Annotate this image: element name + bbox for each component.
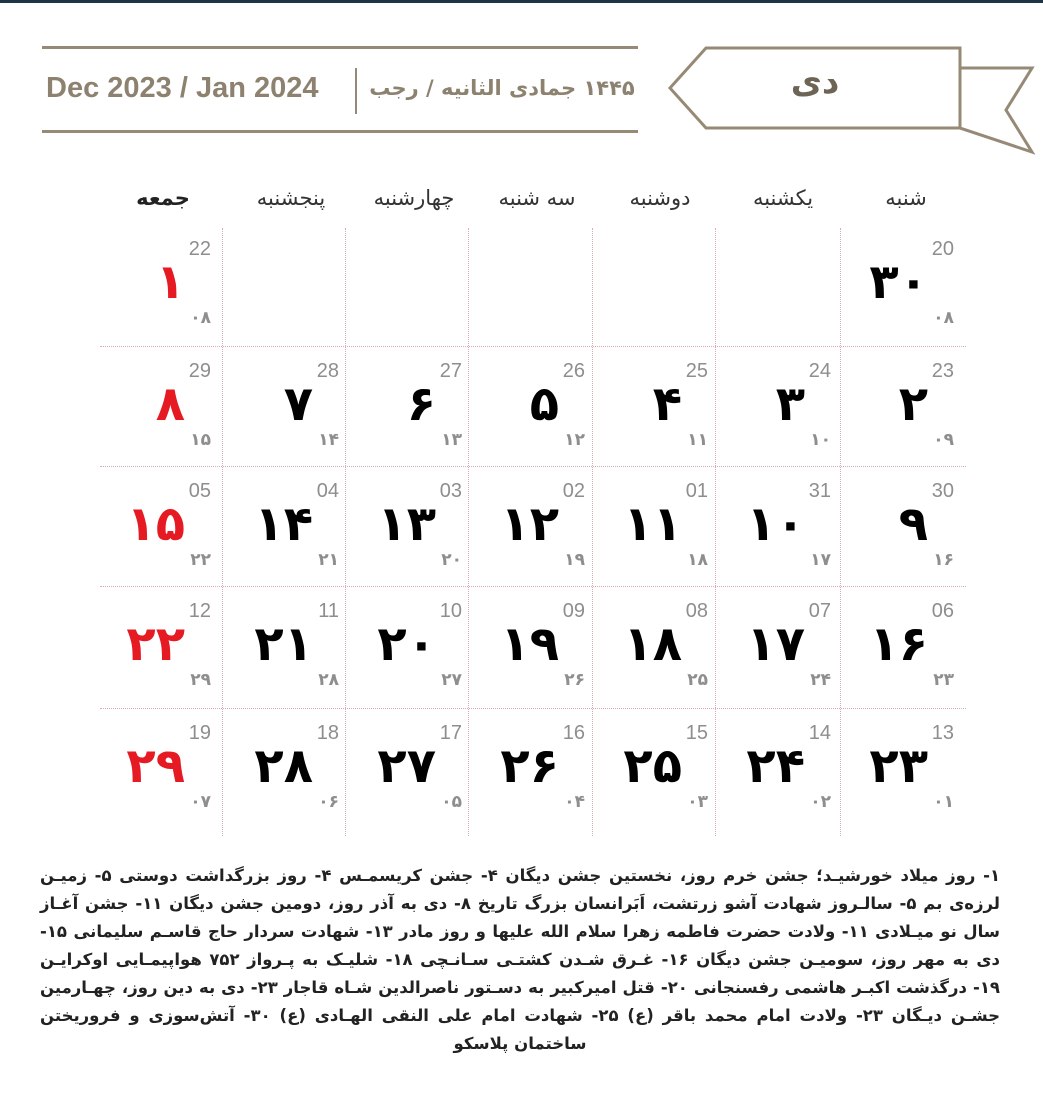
persian-day-number: ۱۷	[746, 616, 805, 672]
persian-day-number: ۲۸	[254, 738, 313, 794]
weekday-label: یکشنبه	[752, 186, 814, 210]
grid-column-divider	[222, 228, 223, 836]
day-cell[interactable]	[848, 470, 962, 582]
gregorian-day: 02	[562, 480, 585, 502]
hijri-day: ۰۲	[810, 792, 831, 812]
day-cell[interactable]	[479, 590, 593, 702]
hijri-day: ۱۰	[810, 430, 831, 450]
day-cell[interactable]	[725, 470, 839, 582]
gregorian-day: 29	[188, 360, 211, 382]
gregorian-day: 20	[931, 238, 954, 260]
gregorian-day: 06	[931, 600, 954, 622]
persian-day-number: ۹	[898, 496, 928, 552]
month-name: دی	[790, 62, 840, 102]
gregorian-day: 22	[188, 238, 211, 260]
gregorian-day: 28	[316, 360, 339, 382]
hijri-day: ۱۴	[318, 430, 339, 450]
persian-day-number: ۲۲	[126, 616, 185, 672]
day-cell[interactable]	[233, 712, 347, 824]
day-cell[interactable]	[848, 712, 962, 824]
persian-day-number: ۱۶	[869, 616, 928, 672]
gregorian-day: 26	[562, 360, 585, 382]
hijri-months: ۱۴۴۵ جمادی الثانیه / رجب	[369, 76, 635, 100]
persian-day-number: ۲۳	[869, 738, 928, 794]
day-cell[interactable]	[356, 470, 470, 582]
persian-day-number: ۲۴	[746, 738, 805, 794]
gregorian-day: 12	[188, 600, 211, 622]
hijri-day: ۰۳	[687, 792, 708, 812]
hijri-day: ۱۱	[687, 430, 708, 450]
persian-day-number: ۲۷	[377, 738, 436, 794]
gregorian-day: 14	[808, 722, 831, 744]
hijri-day: ۱۶	[933, 550, 954, 570]
gregorian-day: 18	[316, 722, 339, 744]
gregorian-day: 03	[439, 480, 462, 502]
grid-row-divider	[100, 586, 966, 587]
header-divider	[355, 68, 357, 114]
gregorian-day: 09	[562, 600, 585, 622]
hijri-day: ۱۹	[564, 550, 585, 570]
grid-row-divider	[100, 708, 966, 709]
gregorian-day: 05	[188, 480, 211, 502]
day-cell[interactable]	[233, 350, 347, 462]
hijri-day: ۲۳	[933, 670, 954, 690]
day-cell[interactable]	[848, 228, 962, 340]
persian-day-number: ۲۵	[623, 738, 682, 794]
gregorian-day: 07	[808, 600, 831, 622]
gregorian-day: 11	[318, 600, 339, 622]
persian-day-number: ۲	[898, 376, 928, 432]
persian-day-number: ۱۰	[746, 496, 805, 552]
persian-day-number: ۵	[529, 376, 559, 432]
day-cell[interactable]	[602, 350, 716, 462]
hijri-day: ۰۱	[933, 792, 954, 812]
hijri-day: ۲۱	[318, 550, 339, 570]
hijri-day: ۱۷	[810, 550, 831, 570]
day-cell[interactable]	[479, 350, 593, 462]
hijri-day: ۰۸	[933, 308, 954, 328]
day-cell[interactable]	[479, 470, 593, 582]
persian-day-number: ۴	[652, 376, 682, 432]
day-cell[interactable]	[233, 470, 347, 582]
gregorian-day: 13	[931, 722, 954, 744]
top-border	[0, 0, 1043, 3]
day-cell[interactable]	[848, 590, 962, 702]
persian-day-number: ۶	[406, 376, 436, 432]
hijri-day: ۱۸	[687, 550, 708, 570]
gregorian-months: Dec 2023 / Jan 2024	[46, 72, 319, 104]
gregorian-day: 04	[316, 480, 339, 502]
persian-day-number: ۱۲	[500, 496, 559, 552]
gregorian-day: 19	[188, 722, 211, 744]
gregorian-day: 25	[685, 360, 708, 382]
day-cell[interactable]	[725, 350, 839, 462]
day-cell[interactable]	[105, 350, 219, 462]
persian-day-number: ۱	[155, 254, 185, 310]
header-top-rule	[42, 46, 638, 49]
weekday-label: جمعه	[136, 186, 190, 210]
gregorian-day: 30	[931, 480, 954, 502]
gregorian-day: 31	[808, 480, 831, 502]
day-cell[interactable]	[105, 712, 219, 824]
hijri-day: ۰۴	[564, 792, 585, 812]
weekday-label: شنبه	[885, 186, 927, 210]
weekday-label: چهارشنبه	[373, 186, 455, 210]
weekday-label: پنجشنبه	[256, 186, 326, 210]
day-cell[interactable]	[233, 590, 347, 702]
hijri-day: ۰۹	[933, 430, 954, 450]
day-cell[interactable]	[479, 712, 593, 824]
day-cell[interactable]	[602, 590, 716, 702]
gregorian-day: 16	[562, 722, 585, 744]
day-cell[interactable]	[602, 470, 716, 582]
occasions-notes: ۱- روز میلاد خورشیـد؛ جشن خرم روز، نخستین جشن دیگان ۴- جشن کریسمـس ۴- روز بزرگداشت دوستی ۵- زمیـن لرزه‌ی بم ۵- سالـروز شهادت آشو زرتشت، اَبَرانسان بزرگ تاریخ ۸- دی به آذر روز، دومین جشن دیگان ۱۱- جشن آغـاز سال نو میـلادی ۱۱- ولادت حضرت فاطمه زهرا سلام الله علیها و روز مادر ۱۳- شهادت سردار حاج قاسـم سلیمانی ۱۵- دی به مهر روز، سومیـن جشن دیگان ۱۶- غـرق شـدن کشتـی سـانـچی ۱۸- شلیـک به پـرواز ۷۵۲ هواپیمـایی اوکرایـن ۱۹- درگذشت اکبـر هاشمی رفسنجانی ۲۰- قتل امیرکبیر به دسـتور ناصرالدین شـاه قاجار ۲۳- دی به دین روز، چهـارمین جشـن دیـگان ۲۳- ولادت امام محمد باقر (ع) ۲۵- شهادت امام علی النقی الهـادی (ع) ۳۰- آتش‌سوزی و فروریختن ساختمان پلاسکو	[40, 866, 1001, 1053]
persian-day-number: ۱۸	[623, 616, 682, 672]
persian-day-number: ۲۱	[254, 616, 313, 672]
persian-day-number: ۱۱	[623, 496, 682, 552]
persian-day-number: ۱۹	[500, 616, 559, 672]
persian-day-number: ۲۹	[126, 738, 185, 794]
day-cell[interactable]	[725, 590, 839, 702]
grid-row-divider	[100, 346, 966, 347]
hijri-day: ۰۶	[318, 792, 339, 812]
hijri-day: ۲۰	[441, 550, 462, 570]
persian-day-number: ۱۳	[377, 496, 436, 552]
persian-day-number: ۲۶	[500, 738, 559, 794]
gregorian-day: 01	[685, 480, 708, 502]
day-cell[interactable]	[105, 590, 219, 702]
day-cell[interactable]	[848, 350, 962, 462]
day-cell[interactable]	[356, 350, 470, 462]
persian-day-number: ۳	[775, 376, 805, 432]
gregorian-day: 23	[931, 360, 954, 382]
persian-day-number: ۱۵	[126, 496, 185, 552]
hijri-day: ۱۳	[441, 430, 462, 450]
hijri-day: ۰۵	[441, 792, 462, 812]
header-bottom-rule	[42, 130, 638, 133]
persian-day-number: ۲۰	[377, 616, 436, 672]
grid-column-divider	[840, 228, 841, 836]
gregorian-day: 24	[808, 360, 831, 382]
persian-day-number: ۱۴	[254, 496, 313, 552]
weekday-label: دوشنبه	[629, 186, 691, 210]
weekday-label: سه شنبه	[498, 186, 576, 210]
hijri-day: ۲۵	[687, 670, 708, 690]
day-cell[interactable]	[105, 470, 219, 582]
persian-day-number: ۳۰	[869, 254, 928, 310]
grid-row-divider	[100, 466, 966, 467]
gregorian-day: 10	[439, 600, 462, 622]
day-cell[interactable]	[602, 712, 716, 824]
gregorian-day: 27	[439, 360, 462, 382]
hijri-day: ۲۸	[318, 670, 339, 690]
hijri-day: ۰۸	[190, 308, 211, 328]
hijri-day: ۲۶	[564, 670, 585, 690]
day-cell[interactable]	[356, 590, 470, 702]
hijri-day: ۲۹	[190, 670, 211, 690]
persian-day-number: ۸	[155, 376, 185, 432]
gregorian-day: 08	[685, 600, 708, 622]
persian-day-number: ۷	[283, 376, 313, 432]
hijri-day: ۲۷	[441, 670, 462, 690]
hijri-day: ۰۷	[190, 792, 211, 812]
day-cell[interactable]	[725, 712, 839, 824]
day-cell[interactable]	[356, 712, 470, 824]
day-cell[interactable]	[105, 228, 219, 340]
hijri-day: ۲۲	[190, 550, 211, 570]
gregorian-day: 15	[685, 722, 708, 744]
hijri-day: ۱۲	[564, 430, 585, 450]
hijri-day: ۱۵	[190, 430, 211, 450]
gregorian-day: 17	[439, 722, 462, 744]
hijri-day: ۲۴	[810, 670, 831, 690]
